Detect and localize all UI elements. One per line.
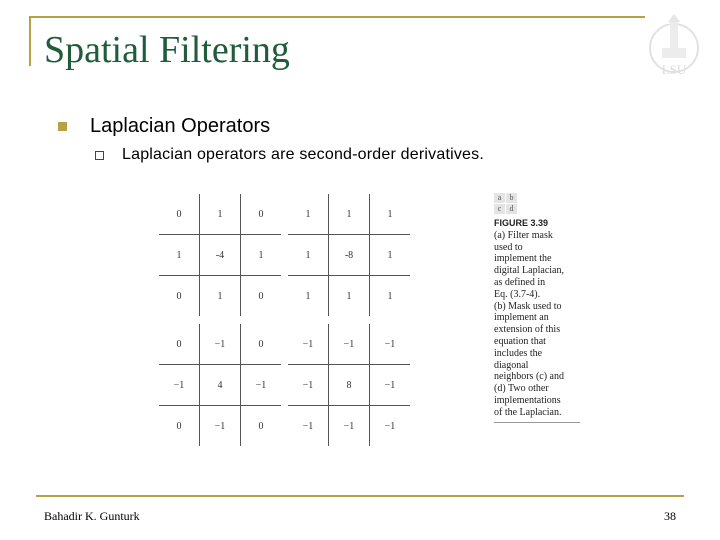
mask-row — [159, 276, 281, 317]
caption-line: extension of this — [494, 324, 561, 336]
caption-line: implement an — [494, 312, 549, 324]
caption-line: implement the — [494, 253, 552, 265]
mask-cell: −1 — [329, 324, 370, 365]
mask-cell: −1 — [288, 406, 329, 447]
logo-text: LSU — [661, 62, 687, 77]
panel-labels — [494, 193, 518, 215]
mask-cell: 1 — [159, 235, 200, 276]
caption-line: digital Laplacian, — [494, 265, 564, 277]
caption-line: used to — [494, 241, 523, 253]
caption-line: Eq. (3.7-4). — [494, 288, 541, 300]
mask-cell: 1 — [370, 235, 411, 276]
mask-cell: 1 — [200, 194, 241, 235]
sub-bullet-box-icon — [95, 151, 104, 160]
mask-cell: 0 — [241, 276, 282, 317]
author-name: Bahadir K. Gunturk — [44, 509, 140, 523]
bullet-laplacian-operators: Laplacian Operators — [90, 115, 271, 137]
top-rule — [29, 16, 645, 18]
mask-cell: −1 — [200, 406, 241, 447]
mask-cell: 1 — [370, 276, 411, 317]
caption-line: includes the — [494, 347, 543, 359]
mask-cell: −1 — [370, 406, 411, 447]
mask-table — [288, 324, 410, 446]
left-rule — [29, 16, 31, 66]
caption-line: (d) Two other — [494, 383, 549, 395]
mask-row — [288, 276, 410, 317]
caption-line: (a) Filter mask — [494, 229, 553, 241]
mask-cell: 1 — [370, 194, 411, 235]
caption-body — [494, 230, 580, 419]
mask-cell: −1 — [241, 365, 282, 406]
mask-row — [159, 194, 281, 235]
mask-cell: 0 — [159, 276, 200, 317]
panel-label: d — [506, 204, 517, 214]
mask-row — [159, 406, 281, 447]
mask-a — [159, 194, 281, 316]
mask-row — [288, 235, 410, 276]
slide-title: Spatial Filtering — [44, 29, 290, 71]
mask-c — [159, 324, 281, 446]
mask-cell: −1 — [329, 406, 370, 447]
caption-line: (b) Mask used to — [494, 300, 562, 312]
mask-cell: 0 — [241, 194, 282, 235]
mask-row — [288, 324, 410, 365]
caption-line: diagonal — [494, 359, 529, 371]
caption-line: neighbors (c) and — [494, 371, 564, 383]
mask-cell: 0 — [176, 208, 182, 220]
mask-cell: 0 — [159, 406, 200, 447]
mask-cell: −1 — [370, 365, 411, 406]
mask-cell: 1 — [305, 208, 311, 220]
mask-cell: -4 — [200, 235, 241, 276]
caption-title: FIGURE 3.39 — [494, 218, 549, 228]
mask-cell: 1 — [329, 276, 370, 317]
mask-cell: 8 — [329, 365, 370, 406]
caption-line: as defined in — [494, 276, 546, 288]
mask-table — [159, 324, 281, 446]
mask-cell: −1 — [159, 365, 200, 406]
mask-cell: 4 — [200, 365, 241, 406]
mask-row — [159, 324, 281, 365]
mask-cell: 1 — [288, 235, 329, 276]
mask-cell: −1 — [200, 324, 241, 365]
caption-rule — [494, 422, 580, 423]
panel-label: c — [494, 204, 505, 214]
mask-cell: 1 — [200, 276, 241, 317]
panel-label: b — [506, 193, 517, 203]
mask-row — [288, 194, 410, 235]
mask-cell: 0 — [176, 338, 182, 350]
mask-table — [288, 194, 410, 316]
mask-d — [288, 324, 410, 446]
figure-caption — [494, 193, 580, 423]
mask-row — [288, 406, 410, 447]
mask-row — [159, 365, 281, 406]
mask-row — [288, 365, 410, 406]
caption-line: implementations — [494, 394, 561, 406]
mask-table — [159, 194, 281, 316]
bullet-square-icon — [58, 122, 67, 131]
mask-cell: 1 — [329, 194, 370, 235]
mask-cell: −1 — [302, 338, 314, 350]
page-number: 38 — [664, 509, 676, 523]
panel-label: a — [494, 193, 505, 203]
mask-cell: 1 — [288, 276, 329, 317]
caption-line: equation that — [494, 335, 546, 347]
sub-bullet-text: Laplacian operators are second-order derivatives. — [122, 146, 484, 163]
bottom-rule — [36, 495, 684, 497]
mask-cell: −1 — [288, 365, 329, 406]
mask-cell: 1 — [241, 235, 282, 276]
mask-cell: 0 — [241, 406, 282, 447]
mask-row — [159, 235, 281, 276]
caption-line: of the Laplacian. — [494, 406, 562, 418]
mask-cell: -8 — [329, 235, 370, 276]
mask-b — [288, 194, 410, 316]
mask-cell: −1 — [370, 324, 411, 365]
mask-cell: 0 — [241, 324, 282, 365]
lsu-tower-logo-icon — [648, 12, 700, 84]
